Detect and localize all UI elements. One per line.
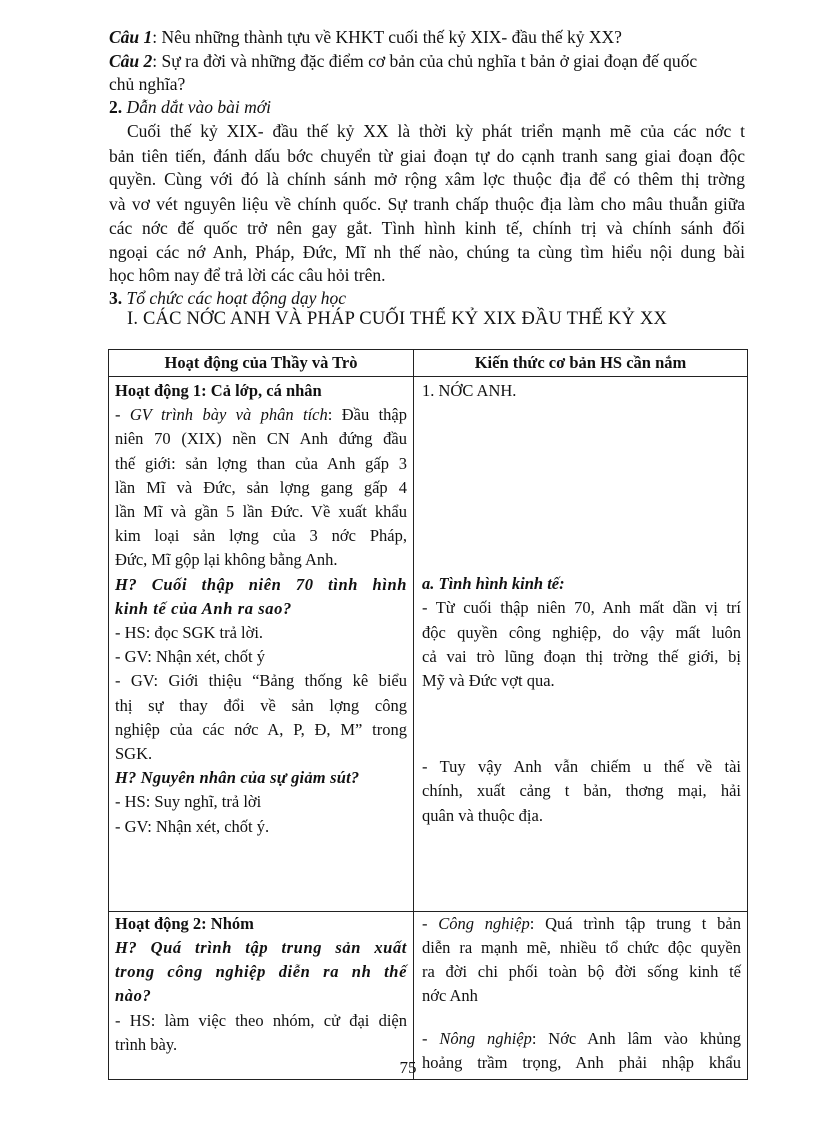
intro-line: Cuối thế kỷ XIX- đầu thế kỷ XX là thời kỳ phát triển mạnh mẽ của các nớc t [127, 121, 745, 141]
question-heading: H? Nguyên nhân của sự giảm sút? [115, 768, 360, 788]
table-row [109, 377, 748, 912]
question-1: Câu 1: Nêu những thành tựu về KHKT cuối thế kỷ XIX- đầu thế kỷ XX? [109, 27, 622, 47]
intro-line: và vơ vét nguyên liệu về chính quốc. Sự tranh chấp thuộc địa làm cho mâu thuẫn giữa [109, 194, 745, 214]
table-row [109, 911, 748, 1079]
question-2-cont: chủ nghĩa? [109, 74, 186, 94]
table-header-row [109, 350, 748, 377]
intro-line: các nớc đế quốc trở nên gay gắt. Tình hình kinh tế, chính trị và chính sánh đối [109, 218, 745, 238]
section-title: I. CÁC NỚC ANH VÀ PHÁP CUỐI THẾ KỶ XIX ĐẦU THẾ KỶ XX [127, 309, 668, 329]
subsection-heading: 1. NỚC ANH. [422, 381, 517, 400]
question-heading: H? Quá trình tập trung sản xuất [115, 938, 407, 958]
subsection-title: a. Tình hình kinh tế: [422, 574, 565, 594]
page-number: 75 [399, 1058, 417, 1077]
intro-heading: 2. Dẫn dắt vào bài mới [109, 97, 271, 117]
header-teacher-student: Hoạt động của Thầy và Trò [109, 350, 414, 377]
activities-heading: 3. Tổ chức các hoạt động dạy học [109, 288, 346, 308]
header-knowledge: Kiến thức cơ bản HS cần nắm [414, 350, 748, 377]
question-2: Câu 2: Sự ra đời và những đặc điểm cơ bản của chủ nghĩa t bản ở giai đoạn đế quốc [109, 51, 698, 71]
intro-line: quyền. Cùng với đó là chính sánh mở rộng xâm lợc thuộc địa để có thêm thị trờng [109, 169, 745, 189]
question-heading: H? Cuối thập niên 70 tình hình [115, 574, 407, 594]
intro-line: ngoại các nớ Anh, Pháp, Đức, Mĩ nh thế nào, chúng ta cùng tìm hiểu nội dung bài [109, 242, 745, 262]
activity-cell: Hoạt động 2: Nhóm H? Quá trình tập trung sản xuất trong công nghiệp diễn ra nh thế nào? - HS: làm việc theo nhóm, cử đại diện trình bày. [109, 911, 414, 1079]
activity-title: Hoạt động 2: Nhóm [115, 913, 254, 933]
intro-line: học hôm nay để trả lời các câu hỏi trên. [109, 265, 386, 285]
activity-cell: Hoạt động 1: Cả lớp, cá nhân - GV trình bày và phân tích: Đầu thập niên 70 (XIX) nền CN Anh đứng đầu thế giới: sản lợng than của Anh gấp 3 lần Mĩ và Đức, sản lợng gang gấp 4 lần Mĩ và gần 5 lần Đức. Về xuất khẩu kim loại sản lợng của 3 nớc Pháp, Đức, Mĩ gộp lại không bằng Anh. H? Cuối thập niên 70 tình hình kinh tế của Anh ra sao? - HS: đọc SGK trả lời. - GV: Nhận xét, chốt ý - GV: Giới thiệu “Bảng thống kê biểu thị sự thay đổi về sản lợng công nghiệp của các nớc A, P, Đ, M” trong SGK. H? Nguyên nhân của sự giảm sút? - HS: Suy nghĩ, trả lời - GV: Nhận xét, chốt ý. [109, 377, 414, 912]
knowledge-cell: - Công nghiệp: Quá trình tập trung t bản diễn ra mạnh mẽ, nhiều tổ chức độc quyền ra đời chi phối toàn bộ đời sống kinh tế nớc Anh - Nông nghiệp: Nớc Anh lâm vào khủng hoảng trầm trọng, Anh phải nhập khẩu [414, 911, 748, 1079]
activity-title: Hoạt động 1: Cả lớp, cá nhân [115, 381, 322, 400]
intro-line: bản tiên tiến, đánh dấu bớc chuyển từ giai đoạn tự do cạnh tranh sang giai đoạn độc [109, 146, 745, 166]
lesson-table [108, 349, 748, 1080]
knowledge-cell: 1. NỚC ANH. a. Tình hình kinh tế: - Từ cuối thập niên 70, Anh mất dần vị trí độc quyền công nghiệp, do vậy mất luôn cả vai trò lũng đoạn thị trờng thế giới, bị Mỹ và Đức vợt qua. - Tuy vậy Anh vẫn chiếm u thế về tài chính, xuất cảng t bản, thơng mại, hải quân và thuộc địa. [414, 377, 748, 912]
